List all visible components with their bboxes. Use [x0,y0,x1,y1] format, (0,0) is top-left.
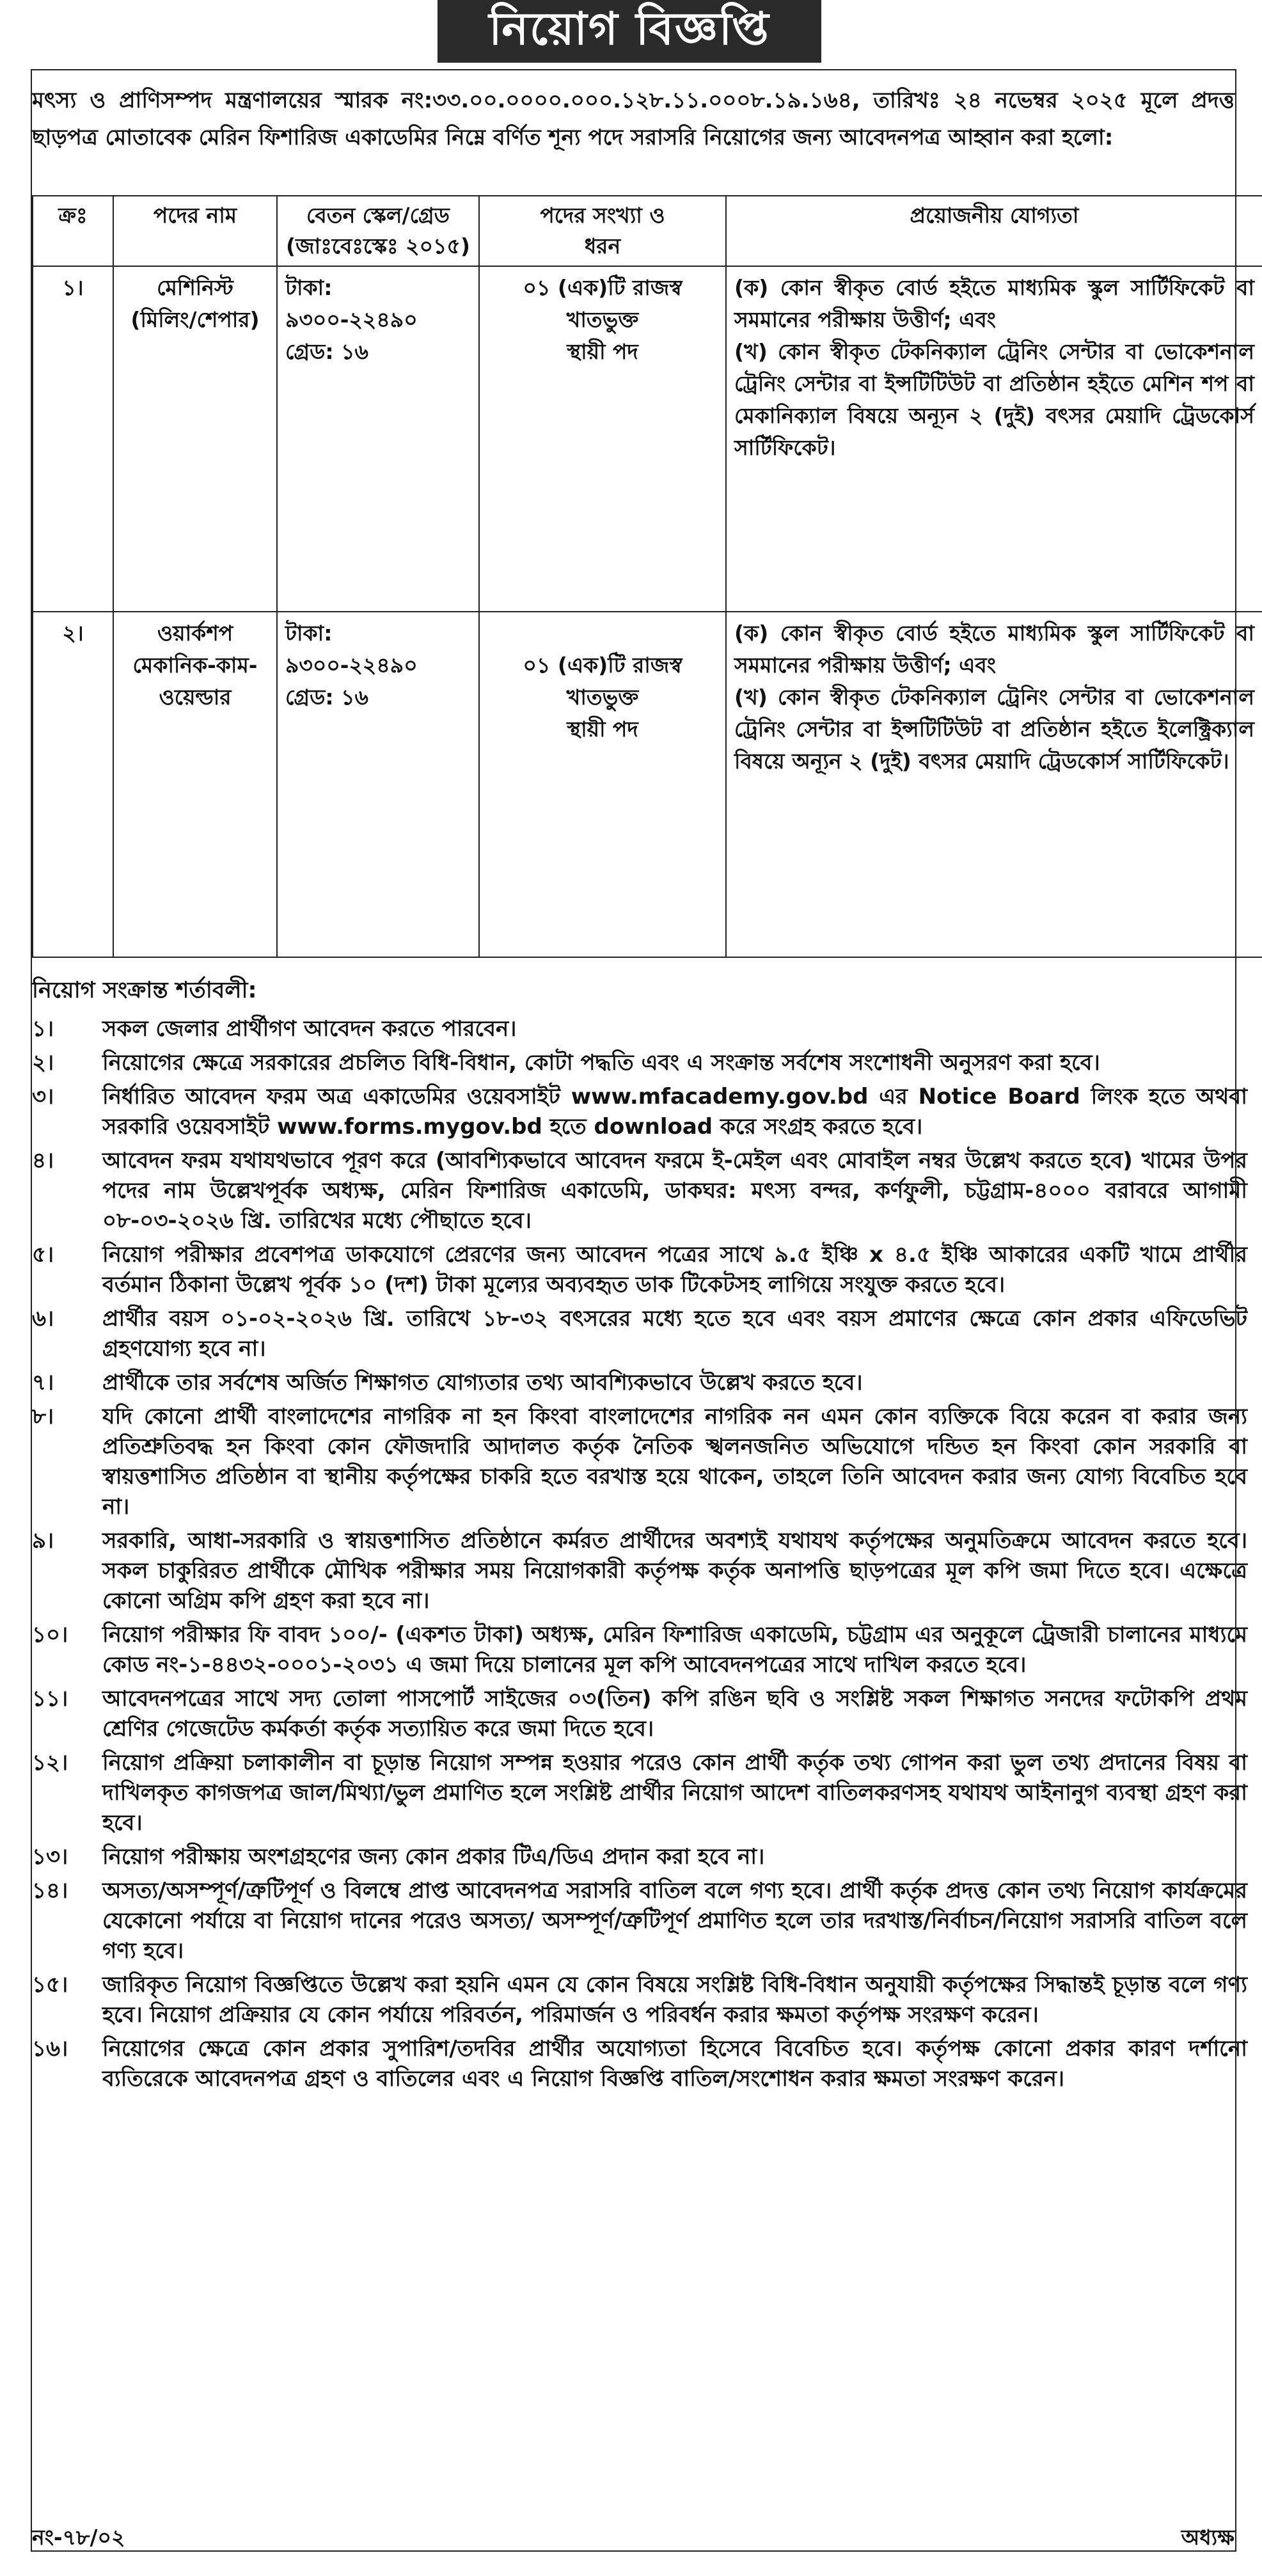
list-item [32,1014,1247,1044]
term-text: নিয়োগ পরীক্ষার প্রবেশপত্র ডাকযোগে প্রেরণের জন্য আবেদন পত্রের সাথে ৯.৫ ইঞ্চি x ৪.৫ ইঞ্চি আকারের একটি খামে প্রার্থীর বর্তমান ঠিকানা উল্লেখ পূর্বক ১০ (দশ) টাকা মূল্যের অব্যবহৃত ডাক টিকেটসহ লাগিয়ে সংযুক্ত করতে হবে। [102,1242,1247,1298]
post-count-line: ০১ (এক)টি রাজস্ব [523,275,682,300]
list-item [32,1842,1247,1872]
row-post-count [479,266,726,612]
vacancy-table [32,195,1262,958]
table-header-row [33,196,1262,266]
pay-scale-amount: টাকা: ৯৩০০-২২৪৯০ [285,275,418,332]
header-pay-scale-line1: বেতন স্কেল/গ্রেড [306,203,450,228]
term-number: ৪। [32,1148,54,1173]
pay-grade: গ্রেড: ১৬ [285,685,368,710]
term-text: নির্ধারিত আবেদন ফরম অত্র একাডেমির ওয়েবসাইট www.mfacademy.gov.bd এর Notice Board লিংক হতে অথবা সরকারি ওয়েবসাইট www.forms.mygov.bd হতে download করে সংগ্রহ করতে হবে। [102,1084,1247,1140]
term-number: ১৬। [32,2036,68,2062]
term-text: নিয়োগ পরীক্ষায় অংশগ্রহণের জন্য কোন প্রকার টিএ/ডিএ প্রদান করা হবে না। [102,1844,765,1870]
post-count-line: খাতভুক্ত [566,685,639,710]
term-text: অসত্য/অসম্পূর্ণ/ত্রুটিপূর্ণ ও বিলম্বে প্রাপ্ত আবেদনপত্র সরাসরি বাতিল বলে গণ্য হবে। প্রার্থী কর্তৃক প্রদত্ত কোন তথ্য নিয়োগ কার্যক্রমের যেকোনো পর্যায়ে বা নিয়োগ দানের পরেও অসত্য/ অসম্পূর্ণ/ত্রুটিপূর্ণ প্রমাণিত হলে তার দরখাস্ত/নির্বাচন/নিয়োগ সরাসরি বাতিল বলে গণ্য হবে। [102,1878,1247,1964]
row-serial: ১। [33,266,113,612]
header-pay-scale-line2: (জাঃবেঃস্কেঃ ২০১৫) [286,234,470,258]
pay-grade: গ্রেড: ১৬ [285,339,368,364]
terms-heading: নিয়োগ সংক্রান্ত শর্তাবলী: [32,978,257,1003]
post-name-line: ওয়ার্কশপ [157,621,233,646]
row-post-count [479,612,726,957]
post-count-line: স্থায়ী পদ [567,339,638,364]
term-text: জারিকৃত নিয়োগ বিজ্ঞপ্তিতে উল্লেখ করা হয়নি এমন যে কোন বিষয়ে সংশ্লিষ্ট বিধি-বিধান অনুযায়ী কর্তৃপক্ষের সিদ্ধান্তই চূড়ান্ত বলে গণ্য হবে। নিয়োগ প্রক্রিয়ার যে কোন পর্যায়ে পরিবর্তন, পরিমার্জন ও পরিবর্ধন করার ক্ষমতা কর্তৃপক্ষ সংরক্ষণ করেন। [102,1972,1247,2028]
list-item [32,1876,1247,1966]
post-name-line: (মিলিং/শেপার) [130,307,260,332]
qualification-b: (খ) কোন স্বীকৃত টেকনিক্যাল ট্রেনিং সেন্টার বা ভোকেশনাল ট্রেনিং সেন্টার বা ইন্সটিটিউট বা প্রতিষ্ঠান হইতে মেশিন শপ বা মেকানিক্যাল বিষয়ে অন্যূন ২ (দুই) বৎসর মেয়াদি ট্রেডকোর্স সার্টিফিকেট। [734,339,1254,460]
list-item [32,1526,1247,1616]
term-number: ২। [32,1050,54,1076]
term-text: নিয়োগ পরীক্ষার ফি বাবদ ১০০/- (একশত টাকা) অধ্যক্ষ, মেরিন ফিশারিজ একাডেমি, চট্টগ্রাম এর অনুকূলে ট্রেজারী চালানের মাধ্যমে কোড নং-১-৪৪৩২-০০০১-২০৩১ এ জমা দিয়ে চালানের মূল কপি আবেদনপত্রের সাথে দাখিল করতে হবে। [102,1622,1247,1678]
term-number: ৫। [32,1242,54,1268]
header-post-name: পদের নাম [113,196,277,266]
notice-footer [32,2521,1234,2557]
header-post-count [479,196,726,266]
term-number: ৩। [32,1084,54,1109]
term-text: সরকারি, আধা-সরকারি ও স্বায়ত্তশাসিত প্রতিষ্ঠানে কর্মরত প্রার্থীদের অবশ্যই যথাযথ কর্তৃপক্ষের অনুমতিক্রমে আবেদন করতে হবে। সকল চাকুরিরত প্রার্থীকে মৌখিক পরীক্ষার সময় নিয়োগকারী কর্তৃপক্ষ কর্তৃক অনাপত্তি ছাড়পত্রের মূল কপি জমা দিতে হবে। এক্ষেত্রে কোনো অগ্রিম কপি গ্রহণ করা হবে না। [102,1528,1247,1614]
reference-number: নং-৭৮/০২ [32,2525,125,2550]
row-pay-scale [277,612,479,957]
list-item [32,1240,1247,1300]
term-text: প্রার্থীকে তার সর্বশেষ অর্জিত শিক্ষাগত যোগ্যতার তথ্য আবশ্যিকভাবে উল্লেখ করতে হবে। [102,1370,863,1395]
row-qualification [726,612,1262,957]
term-number: ১। [32,1016,54,1042]
intro-paragraph: মৎস্য ও প্রাণিসম্পদ মন্ত্রণালয়ের স্মারক নং:৩৩.০০.০০০০.০০০.১২৮.১১.০০০৮.১৯.১৬৪, তারিখঃ ২৪ নভেম্বর ২০২৫ মূলে প্রদত্ত ছাড়পত্র মোতাবেক মেরিন ফিশারিজ একাডেমির নিম্নে বর্ণিত শূন্য পদে সরাসরি নিয়োগের জন্য আবেদনপত্র আহ্বান করা হলো: [32,88,1234,150]
list-item [32,1684,1247,1744]
list-item [32,1146,1247,1236]
term-number: ৯। [32,1528,54,1554]
table-row [33,266,1262,612]
qualification-b: (খ) কোন স্বীকৃত টেকনিক্যাল ট্রেনিং সেন্টার বা ভোকেশনাল ট্রেনিং সেন্টার বা ইন্সটিটিউট বা প্রতিষ্ঠান হইতে ইলেক্ট্রিক্যাল বিষয়ে অন্যূন ২ (দুই) বৎসর মেয়াদি ট্রেডকোর্স সার্টিফিকেট। [734,685,1254,774]
qualification-a: (ক) কোন স্বীকৃত বোর্ড হইতে মাধ্যমিক স্কুল সার্টিফিকেট বা সমমানের পরীক্ষায় উত্তীর্ণ; এবং [734,275,1254,332]
term-number: ৬। [32,1306,54,1332]
term-number: ১০। [32,1622,68,1648]
pay-scale-amount: টাকা: ৯৩০০-২২৪৯০ [285,621,418,678]
post-count-line: স্থায়ী পদ [567,717,638,742]
list-item [32,1304,1247,1364]
term-text: নিয়োগের ক্ষেত্রে সরকারের প্রচলিত বিধি-বিধান, কোটা পদ্ধতি এবং এ সংক্রান্ত সর্বশেষ সংশোধনী অনুসরণ করা হবে। [102,1050,1100,1076]
list-item [32,1748,1247,1838]
term-number: ৮। [32,1404,54,1429]
term-text: প্রার্থীর বয়স ০১-০২-২০২৬ খ্রি. তারিখে ১৮-৩২ বৎসরের মধ্যে হতে হবে এবং বয়স প্রমাণের ক্ষেত্রে কোন প্রকার এফিডেভিট গ্রহণযোগ্য হবে না। [102,1306,1247,1362]
term-text: যদি কোনো প্রার্থী বাংলাদেশের নাগরিক না হন কিংবা বাংলাদেশের নাগরিক নন এমন কোন ব্যক্তিকে বিয়ে করেন বা করার জন্য প্রতিশ্রুতিবদ্ধ হন কিংবা কোন ফৌজদারি আদালত কর্তৃক নৈতিক স্খলনজনিত অভিযোগে দন্ডিত হন কিংবা কোন সরকারি বা স্বায়ত্তশাসিত প্রতিষ্ঠান বা স্থানীয় কর্তৃপক্ষের চাকরি হতে বরখাস্ত হয়ে থাকেন, তাহলে তিনি আবেদন করার জন্য যোগ্য বিবেচিত হবে না। [102,1404,1247,1520]
notice-title: নিয়োগ বিজ্ঞপ্তি [438,0,821,63]
term-text: সকল জেলার প্রার্থীগণ আবেদন করতে পারবেন। [102,1016,517,1042]
terms-list [32,1014,1247,2098]
post-count-line: খাতভুক্ত [566,307,639,332]
post-count-line: ০১ (এক)টি রাজস্ব [523,653,682,678]
row-qualification [726,266,1262,612]
term-text: আবেদন ফরম যথাযথভাবে পূরণ করে (আবশ্যিকভাবে আবেদন ফরমে ই-মেইল এবং মোবাইল নম্বর উল্লেখ করতে হবে) খামের উপর পদের নাম উল্লেখপূর্বক অধ্যক্ষ, মেরিন ফিশারিজ একাডেমি, ডাকঘর: মৎস্য বন্দর, কর্ণফুলী, চট্টগ্রাম-৪০০০ বরাবরে আগামী ০৮-০৩-২০২৬ খ্রি. তারিখের মধ্যে পৌছাতে হবে। [102,1148,1247,1234]
term-text: আবেদনপত্রের সাথে সদ্য তোলা পাসপোর্ট সাইজের ০৩(তিন) কপি রঙিন ছবি ও সংশ্লিষ্ট সকল শিক্ষাগত সনদের ফটোকপি প্রথম শ্রেণির গেজেটেড কর্মকর্তা কর্তৃক সত্যায়িত করে জমা দিতে হবে। [102,1686,1247,1742]
list-item [32,2034,1247,2094]
signatory-title: অধ্যক্ষ [1181,2525,1234,2550]
row-serial: ২। [33,612,113,957]
table-row [33,612,1262,957]
term-number: ৭। [32,1370,54,1395]
list-item [32,1402,1247,1522]
term-text: নিয়োগের ক্ষেত্রে কোন প্রকার সুপারিশ/তদবির প্রার্থীর অযোগ্যতা হিসেবে বিবেচিত হবে। কর্তৃপক্ষ কোনো প্রকার কারণ দর্শানো ব্যতিরেকে আবেদনপত্র গ্রহণ ও বাতিলের এবং এ নিয়োগ বিজ্ঞপ্তি বাতিল/সংশোধন করার ক্ষমতা সংরক্ষণ করেন। [102,2036,1247,2092]
list-item [32,1620,1247,1680]
header-qualification: প্রয়োজনীয় যোগ্যতা [726,196,1262,266]
header-post-count-line2: ধরন [584,234,621,258]
row-pay-scale [277,266,479,612]
term-number: ১৪। [32,1878,68,1904]
list-item [32,1048,1247,1078]
list-item [32,1368,1247,1398]
term-number: ১২। [32,1750,68,1776]
post-name-line: মেশিনিস্ট [157,275,233,300]
row-post-name [113,612,277,957]
term-number: ১১। [32,1686,68,1712]
term-number: ১৫। [32,1972,68,1998]
header-serial: ক্রঃ [33,196,113,266]
term-number: ১৩। [32,1844,68,1870]
header-pay-scale [277,196,479,266]
post-name-line: মেকানিক-কাম- [132,653,258,678]
qualification-a: (ক) কোন স্বীকৃত বোর্ড হইতে মাধ্যমিক স্কুল সার্টিফিকেট বা সমমানের পরীক্ষায় উত্তীর্ণ; এবং [734,621,1254,678]
row-post-name [113,266,277,612]
list-item [32,1082,1247,1142]
term-text: নিয়োগ প্রক্রিয়া চলাকালীন বা চূড়ান্ত নিয়োগ সম্পন্ন হওয়ার পরেও কোন প্রার্থী কর্তৃক তথ্য গোপন করা ভুল তথ্য প্রদানের বিষয় বা দাখিলকৃত কাগজপত্র জাল/মিথ্যা/ভুল প্রমাণিত হলে সংশ্লিষ্ট প্রার্থীর নিয়োগ আদেশ বাতিলকরণসহ যথাযথ আইনানুগ ব্যবস্থা গ্রহণ করা হবে। [102,1750,1247,1836]
header-post-count-line1: পদের সংখ্যা ও [540,203,665,228]
list-item [32,1970,1247,2030]
post-name-line: ওয়েল্ডার [159,685,232,710]
